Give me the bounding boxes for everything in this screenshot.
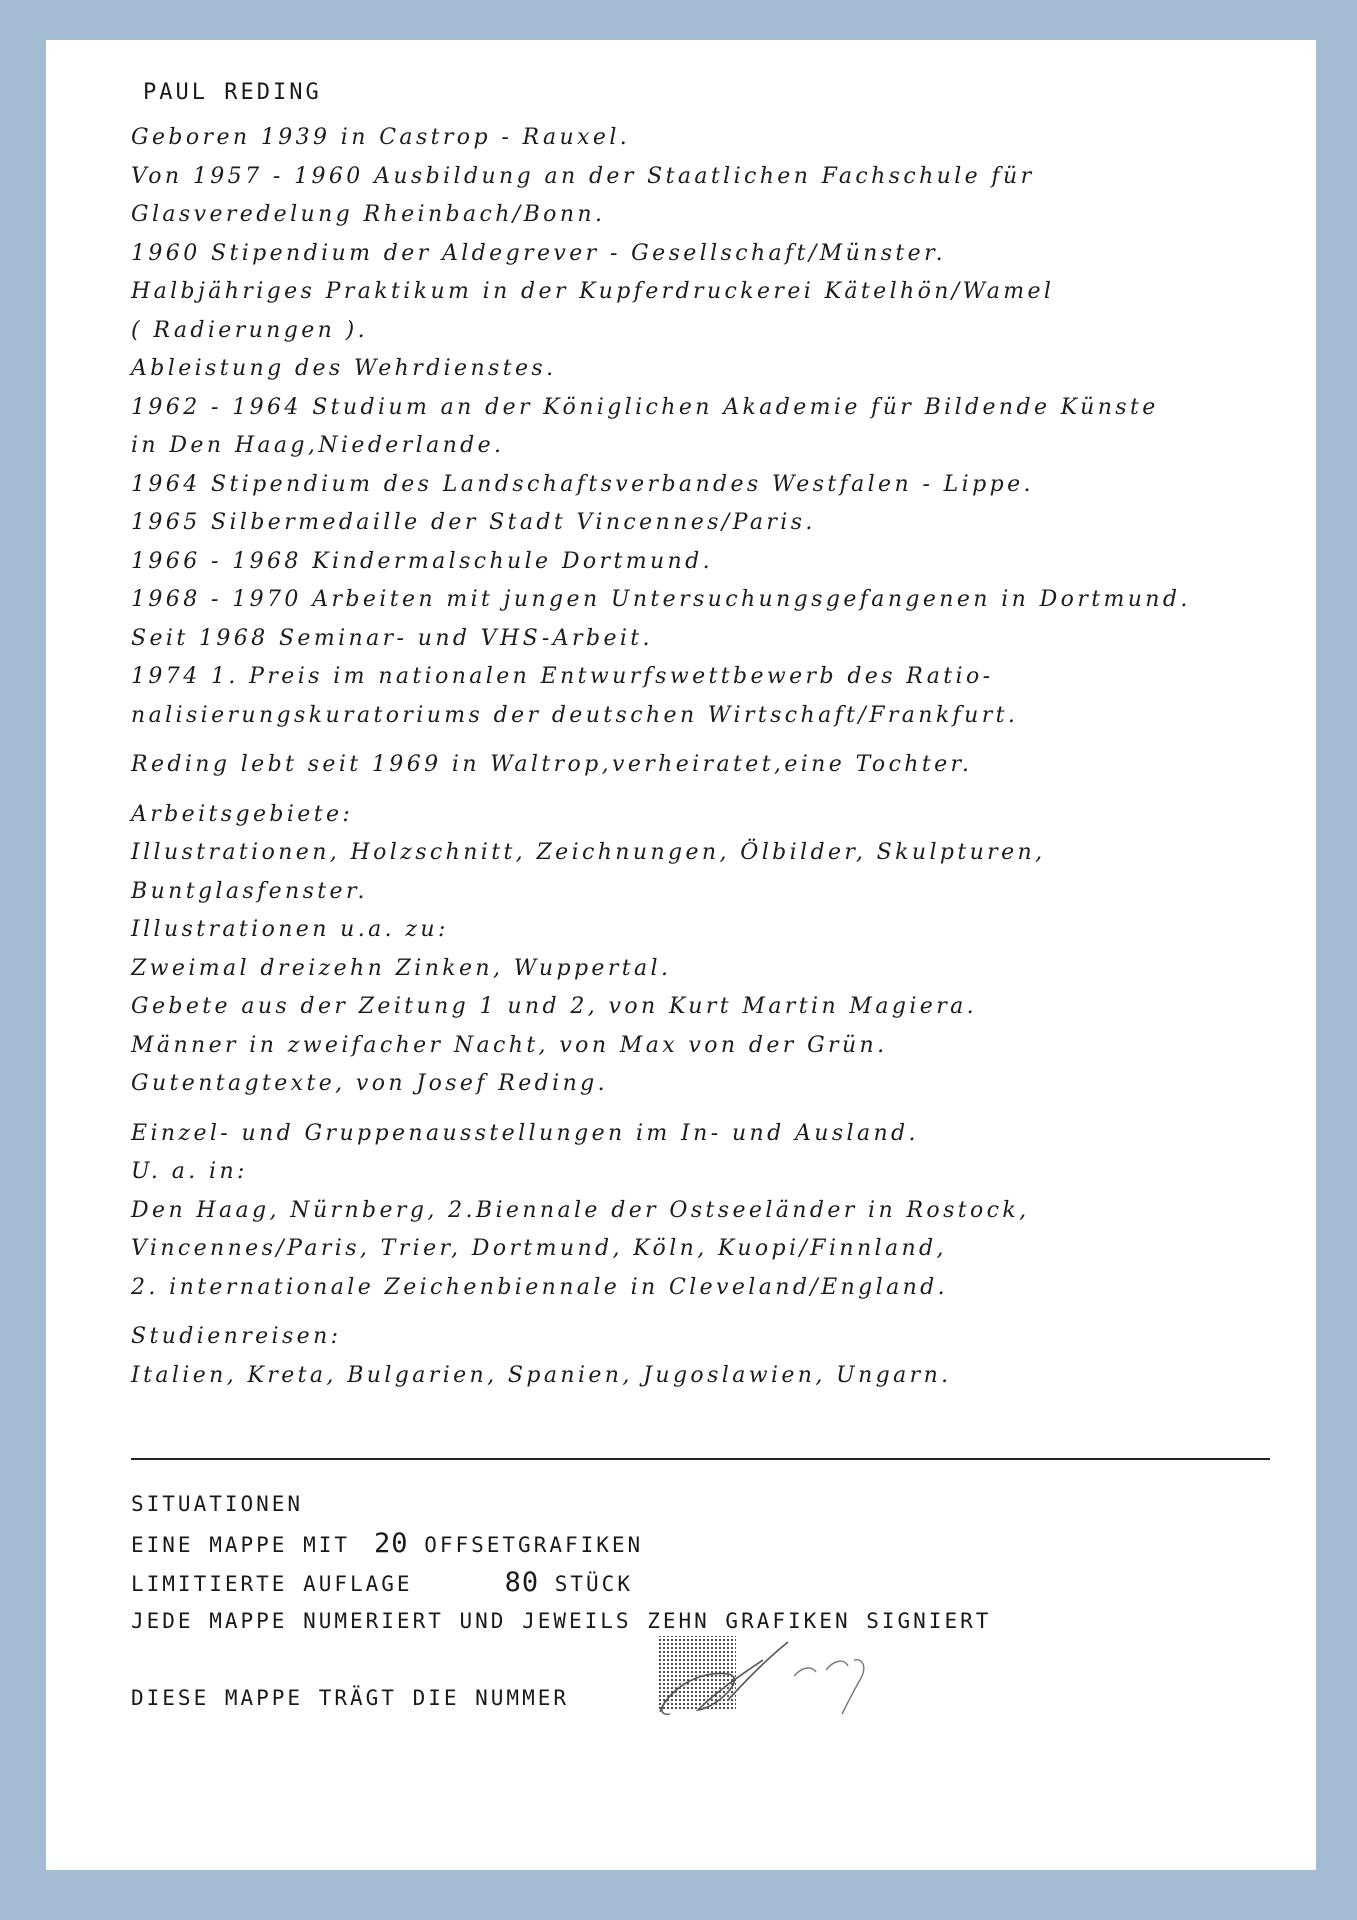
number-label: DIESE MAPPE TRÄGT DIE NUMMER: [131, 1686, 570, 1710]
bio-line: Arbeitsgebiete:: [131, 801, 354, 827]
bio-line: 1974 1. Preis im nationalen Entwurfswettbewerb des Ratio-: [131, 664, 994, 689]
bio-line: U. a. in:: [131, 1159, 248, 1184]
bio-line: 1965 Silbermedaille der Stadt Vincennes/Paris.: [131, 510, 816, 535]
portfolio-text-b: OFFSETGRAFIKEN: [424, 1533, 644, 1557]
bio-line: in Den Haag,Niederlande.: [131, 433, 505, 458]
bio-line: Halbjähriges Praktikum in der Kupferdruckerei Kätelhön/Wamel: [131, 279, 1055, 304]
paragraph-gap: [131, 785, 1266, 796]
edition-line: [131, 1563, 991, 1602]
signed-note: JEDE MAPPE NUMERIERT UND JEWEILS ZEHN GRAFIKEN SIGNIERT: [131, 1609, 992, 1633]
bio-line: Buntglasfenster.: [131, 878, 368, 904]
edition-label: LIMITIERTE AUFLAGE: [131, 1572, 413, 1596]
bio-line: 1964 Stipendium des Landschaftsverbandes Westfalen - Lippe.: [131, 471, 1034, 497]
paragraph-gap: [131, 1307, 1266, 1318]
bio-line: Von 1957 - 1960 Ausbildung an der Staatlichen Fachschule für: [131, 163, 1035, 189]
bio-line: Vincennes/Paris, Trier, Dortmund, Köln, Kuopi/Finnland,: [131, 1236, 947, 1261]
paragraph-gap: [131, 735, 1266, 746]
bio-line: Männer in zweifacher Nacht, von Max von der Grün.: [131, 1032, 888, 1058]
bio-line: 1962 - 1964 Studium an der Königlichen Akademie für Bildende Künste: [131, 394, 1159, 420]
bio-line: Seit 1968 Seminar- und VHS-Arbeit.: [131, 625, 653, 651]
series-title: SITUATIONEN: [131, 1492, 304, 1516]
document-title: PAUL REDING: [143, 80, 322, 105]
portfolio-text-a: EINE MAPPE MIT: [131, 1533, 351, 1557]
bio-line: Gebete aus der Zeitung 1 und 2, von Kurt Martin Magiera.: [131, 994, 978, 1019]
bio-line: Illustrationen, Holzschnitt, Zeichnungen, Ölbilder, Skulpturen,: [131, 840, 1046, 865]
bio-line: Illustrationen u.a. zu:: [131, 917, 449, 942]
bio-line: 2. internationale Zeichenbiennale in Cleveland/England.: [131, 1274, 949, 1300]
portfolio-line: [131, 1524, 991, 1563]
bio-line: Geboren 1939 in Castrop - Rauxel.: [131, 125, 631, 150]
bio-line: Den Haag, Nürnberg, 2.Biennale der Ostseeländer in Rostock,: [131, 1197, 1030, 1223]
bio-line: ( Radierungen ).: [131, 317, 368, 343]
bio-line: Einzel- und Gruppenausstellungen im In- und Ausland.: [131, 1120, 919, 1146]
biography: [131, 119, 1266, 1395]
section-divider: [131, 1458, 1270, 1460]
portfolio-count: 20: [374, 1528, 409, 1559]
bio-line: 1960 Stipendium der Aldegrever - Gesellschaft/Münster.: [131, 240, 946, 266]
signature-icon: [598, 1630, 898, 1740]
number-stamp-and-signature: [598, 1630, 898, 1740]
bio-line: Italien, Kreta, Bulgarien, Spanien, Jugoslawien, Ungarn.: [131, 1362, 952, 1388]
bio-line: Zweimal dreizehn Zinken, Wuppertal.: [131, 955, 672, 981]
bio-line: 1966 - 1968 Kindermalschule Dortmund.: [131, 548, 713, 574]
edition-unit: STÜCK: [554, 1572, 633, 1596]
document-body: [131, 80, 1266, 1395]
bio-line: nalisierungskuratoriums der deutschen Wirtschaft/Frankfurt.: [131, 702, 1019, 728]
bio-line: Gutentagtexte, von Josef Reding.: [131, 1071, 609, 1096]
bio-line: Ableistung des Wehrdienstes.: [131, 356, 557, 381]
bio-line: Reding lebt seit 1969 in Waltrop,verheiratet,eine Tochter.: [131, 752, 973, 777]
bio-line: Glasveredelung Rheinbach/Bonn.: [131, 202, 606, 227]
bio-line: Studienreisen:: [131, 1324, 342, 1349]
bio-line: 1968 - 1970 Arbeiten mit jungen Untersuchungsgefangenen in Dortmund.: [131, 587, 1191, 612]
paragraph-gap: [131, 1104, 1266, 1115]
edition-count: 80: [504, 1567, 540, 1598]
